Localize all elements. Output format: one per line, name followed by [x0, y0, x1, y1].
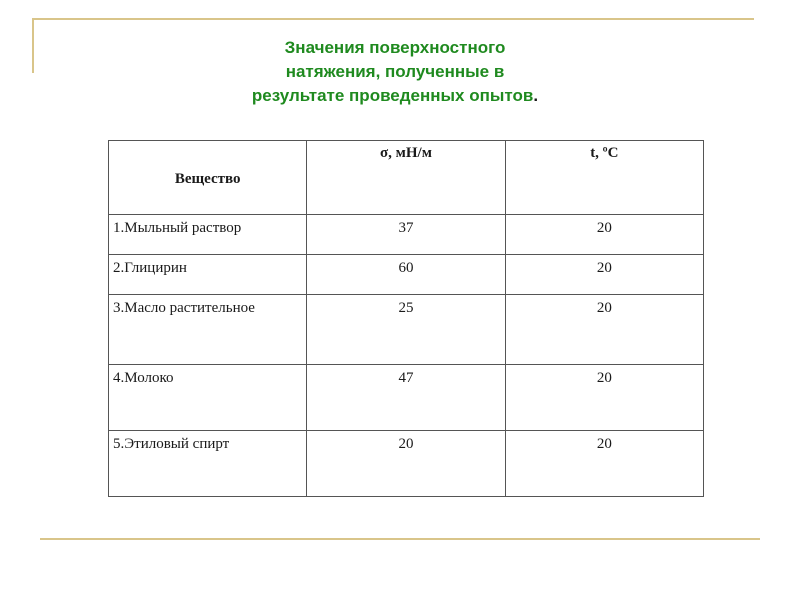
cell-temperature: 20 [505, 365, 703, 431]
table-row [109, 255, 704, 295]
cell-sigma: 47 [307, 365, 505, 431]
cell-substance: 2.Глицирин [109, 255, 307, 295]
surface-tension-table [108, 140, 704, 497]
slide-title [150, 36, 640, 108]
left-decorative-rule [32, 18, 34, 73]
title-line-2: натяжения, полученные в [285, 62, 505, 81]
cell-substance: 3.Масло растительное [109, 295, 307, 365]
title-line-3: результате проведенных опытов [251, 86, 534, 105]
header-temperature: t, ºC [505, 141, 703, 215]
header-substance: Вещество [109, 141, 307, 215]
cell-substance: 4.Молоко [109, 365, 307, 431]
title-line-1: Значения поверхностного [284, 38, 506, 57]
table-row [109, 295, 704, 365]
bottom-decorative-rule [40, 538, 760, 540]
cell-temperature: 20 [505, 295, 703, 365]
cell-temperature: 20 [505, 255, 703, 295]
title-end-mark: . [533, 86, 539, 105]
cell-sigma: 37 [307, 215, 505, 255]
table-row [109, 215, 704, 255]
cell-temperature: 20 [505, 215, 703, 255]
table-row [109, 431, 704, 497]
table-row [109, 365, 704, 431]
table-header-row [109, 141, 704, 215]
cell-temperature: 20 [505, 431, 703, 497]
cell-substance: 5.Этиловый спирт [109, 431, 307, 497]
cell-sigma: 20 [307, 431, 505, 497]
top-decorative-rule [32, 18, 754, 20]
cell-sigma: 25 [307, 295, 505, 365]
cell-sigma: 60 [307, 255, 505, 295]
cell-substance: 1.Мыльный раствор [109, 215, 307, 255]
header-sigma: σ, мН/м [307, 141, 505, 215]
